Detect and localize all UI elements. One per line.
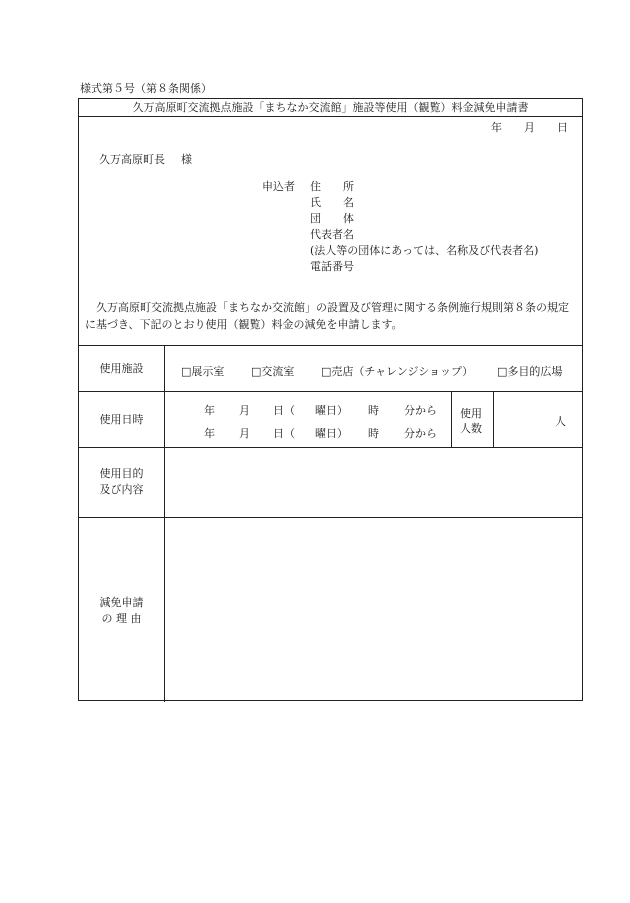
applicant-representative-label[interactable]: 代表者名 <box>310 228 354 241</box>
checkbox-shop[interactable]: □売店（チャレンジショップ） <box>321 365 474 378</box>
start-month-unit[interactable]: 月 <box>239 404 250 417</box>
form-number-label: 様式第５号（第８条関係） <box>80 82 212 95</box>
people-label-line2: 人数 <box>460 422 482 435</box>
addressee-honorific: 様 <box>181 153 192 166</box>
applicant-address-label[interactable]: 住 所 <box>310 180 354 193</box>
purpose-label-line1: 使用目的 <box>99 467 144 480</box>
people-count-unit[interactable]: 人 <box>555 415 566 428</box>
checkbox-exchange-room[interactable]: □交流室 <box>251 365 295 378</box>
end-hour-unit[interactable]: 時 <box>368 427 379 440</box>
addressee <box>99 151 192 167</box>
applicant-name-label[interactable]: 氏 名 <box>310 196 354 209</box>
purpose-input-area[interactable] <box>165 448 582 516</box>
start-weekday-unit[interactable]: 曜日） <box>315 404 348 417</box>
application-form <box>78 98 583 701</box>
addressee-name: 久万高原町長 <box>99 153 165 166</box>
applicant-phone-label[interactable]: 電話番号 <box>310 260 354 273</box>
datetime-label: 使用日時 <box>99 413 144 426</box>
applicant-heading: 申込者 <box>262 180 295 193</box>
purpose-label-line2: 及び内容 <box>99 483 144 496</box>
end-month-unit[interactable]: 月 <box>239 427 250 440</box>
people-label-divider <box>451 391 452 447</box>
row-divider <box>79 391 582 392</box>
people-value-divider <box>493 391 494 447</box>
applicant-block <box>262 179 538 275</box>
applicant-group-label[interactable]: 団 体 <box>310 212 354 225</box>
reason-label-line1: 減免申請 <box>99 596 144 609</box>
start-day-unit[interactable]: 日（ <box>273 404 295 417</box>
date-day: 日 <box>557 121 568 134</box>
date-year: 年 <box>491 121 502 134</box>
start-year-unit[interactable]: 年 <box>204 404 215 417</box>
end-year-unit[interactable]: 年 <box>204 427 215 440</box>
applicant-note: (法人等の団体にあっては、名称及び代表者名) <box>310 244 539 257</box>
table-top-border <box>79 345 582 346</box>
end-weekday-unit[interactable]: 曜日） <box>315 427 348 440</box>
checkbox-exhibition-room[interactable]: □展示室 <box>181 365 225 378</box>
facility-label: 使用施設 <box>99 362 144 375</box>
checkbox-multipurpose-plaza[interactable]: □多目的広場 <box>497 365 563 378</box>
application-statement: 久万高原町交流拠点施設「まちなか交流館」の設置及び管理に関する条例施行規則第８条の規定に基づき、下記のとおり使用（観覧）料金の減免を申請します。 <box>85 301 569 331</box>
end-minute-unit[interactable]: 分から <box>404 427 437 440</box>
application-date[interactable] <box>469 119 568 135</box>
form-title: 久万高原町交流拠点施設「まちなか交流館」施設等使用（観覧）料金減免申請書 <box>79 99 582 117</box>
start-minute-unit[interactable]: 分から <box>404 404 437 417</box>
reason-input-area[interactable] <box>165 518 582 700</box>
reason-label-line2: の 理 由 <box>101 612 142 625</box>
start-hour-unit[interactable]: 時 <box>368 404 379 417</box>
people-label-line1: 使用 <box>460 407 482 420</box>
end-day-unit[interactable]: 日（ <box>273 427 295 440</box>
date-month: 月 <box>524 121 535 134</box>
